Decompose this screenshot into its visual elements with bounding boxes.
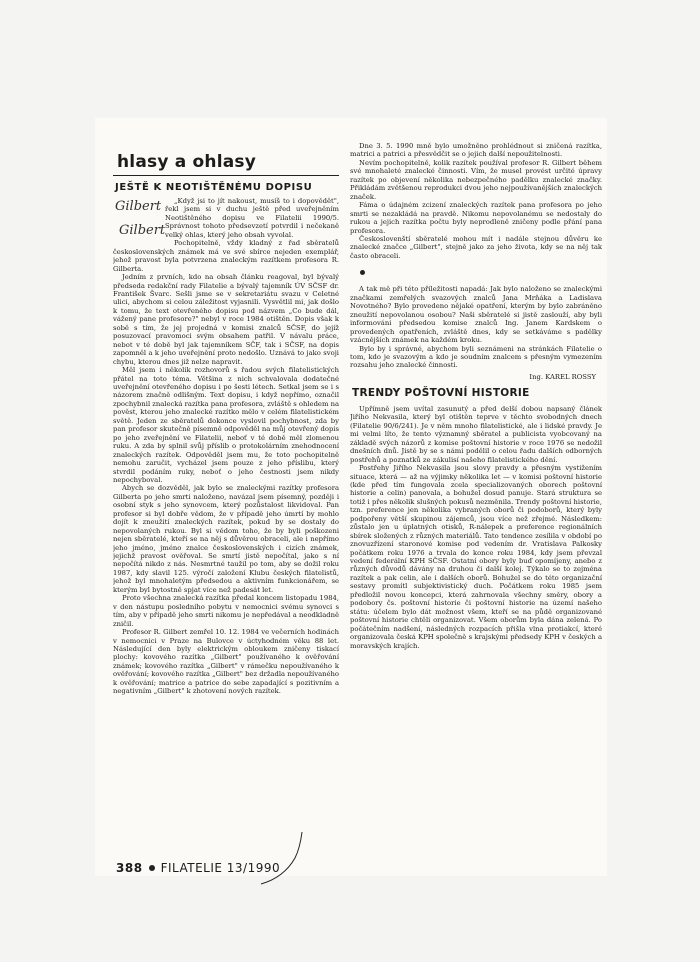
article-paragraph: Dne 3. 5. 1990 mně bylo umožněno prohlédnout si zničená razítka, matrici a patrici a přesvědčit se o jejich další nepoužitelnosti. — [350, 142, 602, 159]
article-paragraph: Měl jsem i několik rozhovorů s řadou svých filatelistických přátel na toto téma. Většina z nich schvalovala dodatečné uveřejnění otevřeného dopisu i po šesti létech. Setkal jsem se i s názorem značně odlišným. Text dopisu, i když nepřímo, označil zpochybnil znalecká razítka pana profesora, zvláště s ohledem na pověst, kterou jeho znalecké razítko mělo v celém filatelistickém světě. Jeden ze sběratelů dokonce vyslovil pochybnost, zda by pan profesor skutečně písemně odpověděl na můj otevřený dopis po jeho zveřejnění ve Filatelii, neboť v té době měl zlomenou ruku. A zda by splnil svůj příslib o protokolárním znehodnocení znaleckých razítek. Odpověděl jsem mu, že toto pochopitelně nemohu zaručit, vycházel jsem pouze z jeho příslibu, který stvrdil podáním ruky, neboť o jeho čestnosti jsem nikdy nepochyboval. — [113, 366, 339, 484]
left-column — [113, 142, 339, 696]
author-byline: Ing. KAREL ROSSY — [529, 372, 596, 381]
article-heading: TRENDY POŠTOVNÍ HISTORIE — [352, 386, 530, 399]
article-paragraph: Postřehy Jiřího Nekvasila jsou slovy pravdy a přesným vystižením situace, která — až na výjimky několika let — v komisi poštovní historie (kde před tím fungovala zcela specializovaných oborech poštovní historie a celin) panovala, a bohužel dosud panuje. Stará struktura se totiž i přes několik slušných pokusů nezměnila. Trendy poštovní historie, tzn. preference jen několika vybraných oborů či podoborů, který byly podpořeny větší skupinou zájemců, jsou více než zřejmé. Následkem: zůstalo jen u úplatných otisků, R-nálepek a preference regionálních sbírek složených z různých materiálů. Tato tendence zesílila v období po znovuzřízení staronové komise pod vedením dr. Vratislava Palkosky počátkem roku 1976 a trvala do konce roku 1984, kdy jsem převzal vedení federální KPH SČSF. Ostatní obory byly buď opomíjeny, anebo z různých důvodů dávány na druhou či další kolej. Týkalo se to zejména razítek a pak celin, ale i dalších oborů. Bohužel se do této organizační sestavy promítl subjektivistický duch. Počátkem roku 1985 jsem předložil novou koncepci, která zahrnovala všechny směry, obory a podobory čs. poštovní historie či poštovní historie na území našeho státu: účelem bylo dát možnost všem, kteří se na půdě organizované poštovní historie chtěli organizovat. Všem oborům byla dána zelená. Po počátečním nadšení, následných rozpacích přišla vlna protiakcí, které organizovala česká KPH společně s krajskými předsedy KPH v českých a moravských krajích. — [350, 464, 602, 650]
section-bullet — [360, 270, 365, 275]
article-paragraph: Nevím pochopitelně, kolik razítek používal profesor R. Gilbert během své mnohaleté znalecké činnosti. Vím, že musel provést určité úpravy razítek po objevení několika nebezpečného padělku znalecké značky. Přikládám zvětšenou reprodukci dvou jeho nejpoužívanějších znaleckých značek. — [350, 158, 602, 201]
article-paragraph: Proto všechna znalecká razítka předal koncem listopadu 1984, v den nástupu posledního pobytu v nemocnici svému synovci s tím, aby v případě jeho smrti nikomu je nepředával a neodkladně zničil. — [113, 594, 339, 628]
article-paragraph: Českoslovenští sběratelé mohou mít i nadále stejnou důvěru ke znalecké značce „Gilbert", stejně jako za jeho života, kdy se na něj tak často obraceli. — [350, 234, 602, 260]
article-paragraph: „Když jsi to jít nakoust, musíš to i dopovědět", řekl jsem si v duchu ještě před uveřejněním Neotištěného dopisu ve Filatelii 1990/5. Správnost tohoto předsevzetí potvrdil i nečekaně velký ohlas, který jeho obsah vyvolal. — [165, 197, 339, 239]
magazine-issue: FILATELIE 13/1990 — [160, 861, 281, 875]
article-paragraph: Upřímně jsem uvítal zasunutý a před delší dobou napsaný článek Jiřího Nekvasila, který byl otištěn teprve v těchto svobodných dnech (Filatelie 90/6/241). Je v něm mnoho filatelistické, ale i lidské pravdy. Je mi velmi líto, že tento významný sběratel a publicista vyobcovaný na základě svých názorů z komise poštovní historie v roce 1976 se nedožil dnešních dnů. Jistě by se s námi podělil o celou řadu dalších odborných postřehů a poznatků ze zákulisí našeho filatelistického dění. — [350, 404, 602, 464]
article-paragraph: A tak mě při této příležitosti napadá: Jak bylo naloženo se znaleckými značkami zemřelých svazových znalců Jana Mrňáka a Ladislava Novotného? Bylo provedeno nějaké opatření, kterým by bylo zabráněno zneužití nepovolanou osobou? Naši sběratelé si jistě zaslouží, aby byli informováni předsedou komise znalců Ing. Janem Kardskem o provedených opatřeních, zvláště dnes, kdy se setkáváme s padělky vzácnějších známek na každém kroku. — [350, 285, 602, 345]
title-rule — [113, 175, 339, 176]
article-paragraph: Pochopitelně, vždy kladný z řad sběratelů československých známek má ve své sbírce nejeden exemplář, jehož pravost byla potvrzena znaleckým razítkem profesora R. Gilberta. — [113, 239, 339, 273]
pen-mark — [255, 828, 315, 888]
article-paragraph: Jedním z prvních, kdo na obsah článku reagoval, byl bývalý předseda redakční rady Filatelie a bývalý tajemník ÚV SČSF dr. František Švarc. Sešli jsme se v sekretariátu svazu v Celetné ulici, abychom si celou záležitost vyjasnili. Vysvětlil mi, jak došlo k tomu, že text otevřeného dopisu pod názvem „Co bude dál, vážený pane profesore?" nebyl v roce 1984 otištěn. Dopis však k sobě s tím, že jej projedná v komisi znalců SČSF, do jejíž posuzovací pravomoci svým obsahem patřil. V návalu práce, nebot v té době byl jak tajemníkem SČF, tak i SČSF, na dopis zapomněl a k jeho uveřejnění proto nedošlo. Uznává to jako svoji chybu, kterou dnes již nelze napravit. — [113, 273, 339, 366]
signature-sample-1: Gilbert — [115, 199, 162, 214]
article-heading: JEŠTĚ K NEOTIŠTĚNÉMU DOPISU — [115, 182, 313, 193]
page-number: 388 — [116, 861, 143, 875]
article-paragraph: Abych se dozvěděl, jak bylo se znaleckými razítky profesora Gilberta po jeho smrti naloženo, navázal jsem písemný, později i osobní styk s jeho synovcem, který pozůstalost likvidoval. Pan profesor si byl dobře vědom, že v případě jeho úmrtí by mohlo dojít k zneužití znaleckých razítek, pokud by se dostaly do nepovolaných rukou. Byl si vědom toho, že by byli poškozeni nejen sběratelé, kteří se na něj s důvěrou obraceli, ale i nepřímo jeho jméno, jméno znalce československých i cizích známek, jejichž pravost ověřoval. Se smrtí jistě nepočítal, jako s ní nepočítá nikdo z nás. Nesmrtné taužil po tom, aby se dožil roku 1987, kdy slavil 125. výročí založení Klubu českých filatelistů, jehož byl mnohaletým předsedou a aktivním funkcionářem, se kterým byl bytostně spjat více než padesát let. — [113, 484, 339, 594]
pen-stroke — [261, 832, 302, 884]
article-paragraph: Profesor R. Gilbert zemřel 10. 12. 1984 ve večerních hodinách v nemocnici v Praze na Bulovce v úctyhodném věku 88 let. Následující den byly elektrickým obloukem zničeny tiskací plochy: kovového razítka „Gilbert" používaného k ověřování známek; kovového razítka „Gilbert" v rámečku nepoužívaného k ověřování; kovového razítka „Gilbert" bez držadla nepoužívaného k ověřování; matrice a patrice do sebe zapadající s pozitivním a negativním „Gilbert" k zhotovení nových razítek. — [113, 628, 339, 696]
article-paragraph: Bylo by i správné, abychom byli seznámeni na stránkách Filatelie o tom, kdo je svazovým a kdo je soudním znalcem s přesným vymezením rozsahu jeho znalecké činnosti. — [350, 344, 602, 370]
signature-sample-2: Gilbert — [119, 223, 166, 238]
article-paragraph: Fáma o údajném zcizení znaleckých razítek pana profesora po jeho smrti se nezakládá na pravdě. Nikomu nepovolanému se nedostaly do rukou a jejich razítka počtu byly neprodleně zničeny podle přání pana profesora. — [350, 201, 602, 235]
section-title: hlasy a ohlasy — [117, 152, 256, 172]
right-column — [350, 142, 602, 650]
signature-samples — [113, 199, 166, 245]
footer-bullet — [149, 865, 155, 871]
